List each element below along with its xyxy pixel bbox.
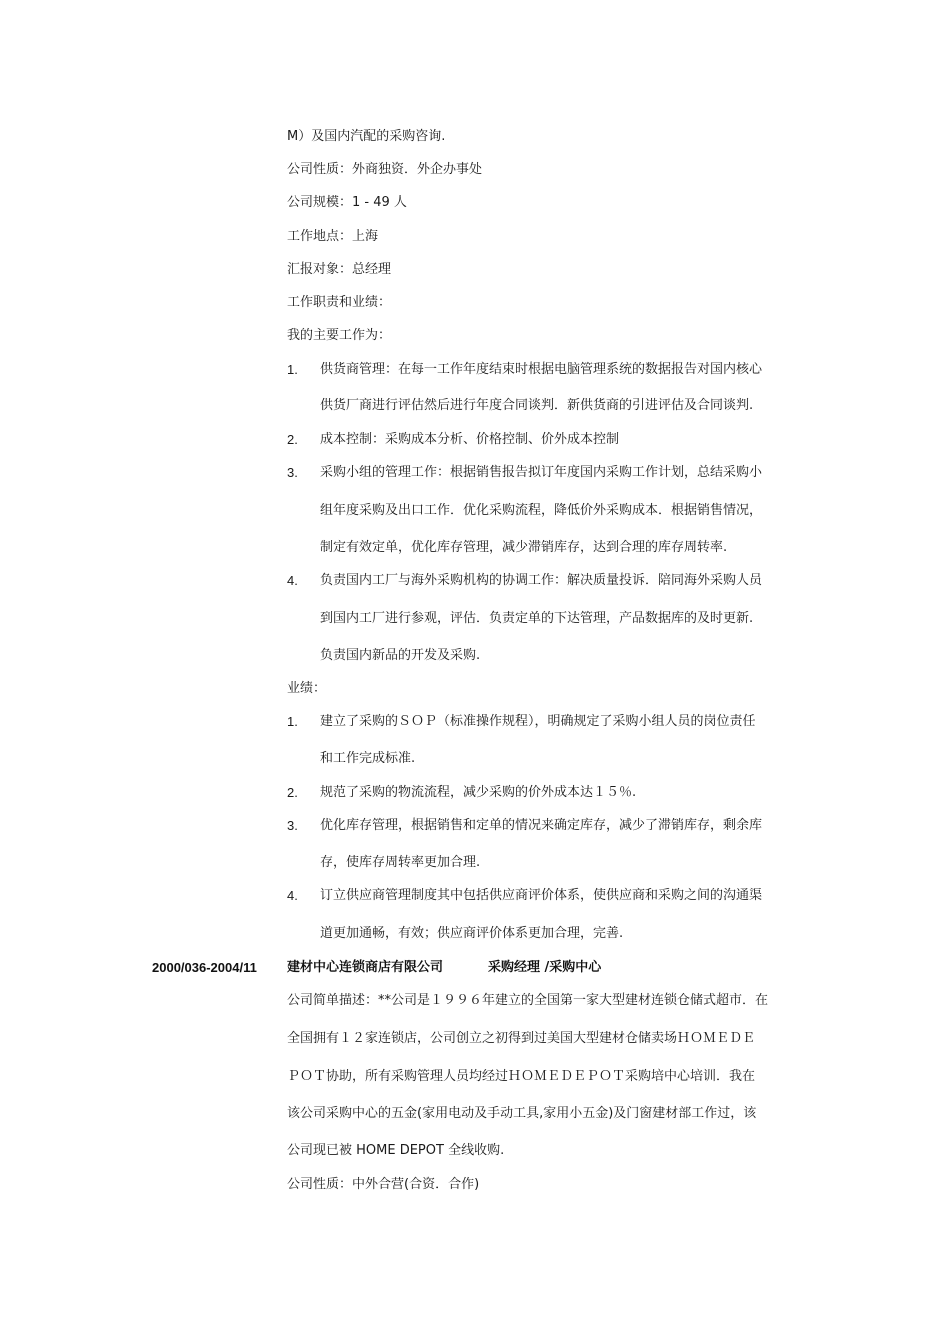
text-line: 该公司采购中心的五金(家用电动及手动工具,家用小五金)及门窗建材部工作过，该: [287, 1106, 757, 1121]
list-number: 4.: [287, 888, 298, 903]
list-item-line: 建立了采购的ＳＯＰ（标准操作规程），明确规定了采购小组人员的岗位责任: [320, 714, 756, 729]
text-line: 工作地点：上海: [287, 229, 379, 244]
text-line: 公司规模：1 - 49 人: [287, 195, 407, 210]
list-number: 1.: [287, 362, 298, 377]
employment-dates: 2000/036-2004/11: [152, 960, 257, 975]
list-item-line: 到国内工厂进行参观，评估．负责定单的下达管理，产品数据库的及时更新.: [320, 611, 754, 626]
list-item-line: 成本控制：采购成本分析、价格控制、价外成本控制: [320, 432, 620, 447]
text-line: 全国拥有１２家连锁店，公司创立之初得到过美国大型建材仓储卖场ＨＯＭＥＤＥ: [287, 1031, 756, 1046]
text-line: 我的主要工作为：: [287, 328, 392, 343]
text-line: 公司现已被 HOME DEPOT 全线收购.: [287, 1143, 505, 1158]
text-line: M）及国内汽配的采购咨询.: [287, 129, 446, 144]
list-item-line: 负责国内工厂与海外采购机构的协调工作：解决质量投诉．陪同海外采购人员: [320, 573, 763, 588]
list-item-line: 和工作完成标准.: [320, 751, 416, 766]
list-item-line: 负责国内新品的开发及采购.: [320, 648, 481, 663]
list-item-line: 制定有效定单，优化库存管理，减少滞销库存，达到合理的库存周转率.: [320, 540, 728, 555]
achievements-label: 业绩：: [287, 681, 327, 696]
list-number: 3.: [287, 818, 298, 833]
company-name: 建材中心连锁商店有限公司: [287, 960, 444, 975]
list-item-line: 存，使库存周转率更加合理.: [320, 855, 481, 870]
list-item-line: 道更加通畅，有效；供应商评价体系更加合理，完善.: [320, 926, 624, 941]
text-line: 公司简单描述：**公司是１９９６年建立的全国第一家大型建材连锁仓储式超市．在: [287, 993, 769, 1008]
text-line: 工作职责和业绩：: [287, 295, 392, 310]
list-number: 3.: [287, 465, 298, 480]
list-item-line: 优化库存管理，根据销售和定单的情况来确定库存，减少了滞销库存，剩余库: [320, 818, 763, 833]
list-item-line: 订立供应商管理制度其中包括供应商评价体系，使供应商和采购之间的沟通渠: [320, 888, 763, 903]
text-line: ＰＯＴ协助，所有采购管理人员均经过ＨＯＭＥＤＥＰＯＴ采购培中心培训．我在: [287, 1069, 756, 1084]
text-line: 汇报对象：总经理: [287, 262, 392, 277]
list-item-line: 组年度采购及出口工作．优化采购流程，降低价外采购成本．根据销售情况，: [320, 503, 763, 518]
list-item-line: 供货商管理：在每一工作年度结束时根据电脑管理系统的数据报告对国内核心: [320, 362, 763, 377]
list-item-line: 采购小组的管理工作：根据销售报告拟订年度国内采购工作计划，总结采购小: [320, 465, 763, 480]
list-item-line: 规范了采购的物流流程，减少采购的价外成本达１５％.: [320, 785, 637, 800]
job-title: 采购经理 /采购中心: [488, 960, 602, 975]
list-item-line: 供货厂商进行评估然后进行年度合同谈判．新供货商的引进评估及合同谈判.: [320, 398, 754, 413]
list-number: 1.: [287, 714, 298, 729]
text-line: 公司性质：中外合营(合资．合作): [287, 1177, 480, 1192]
text-line: 公司性质：外商独资．外企办事处: [287, 162, 483, 177]
list-number: 2.: [287, 432, 298, 447]
list-number: 4.: [287, 573, 298, 588]
list-number: 2.: [287, 785, 298, 800]
